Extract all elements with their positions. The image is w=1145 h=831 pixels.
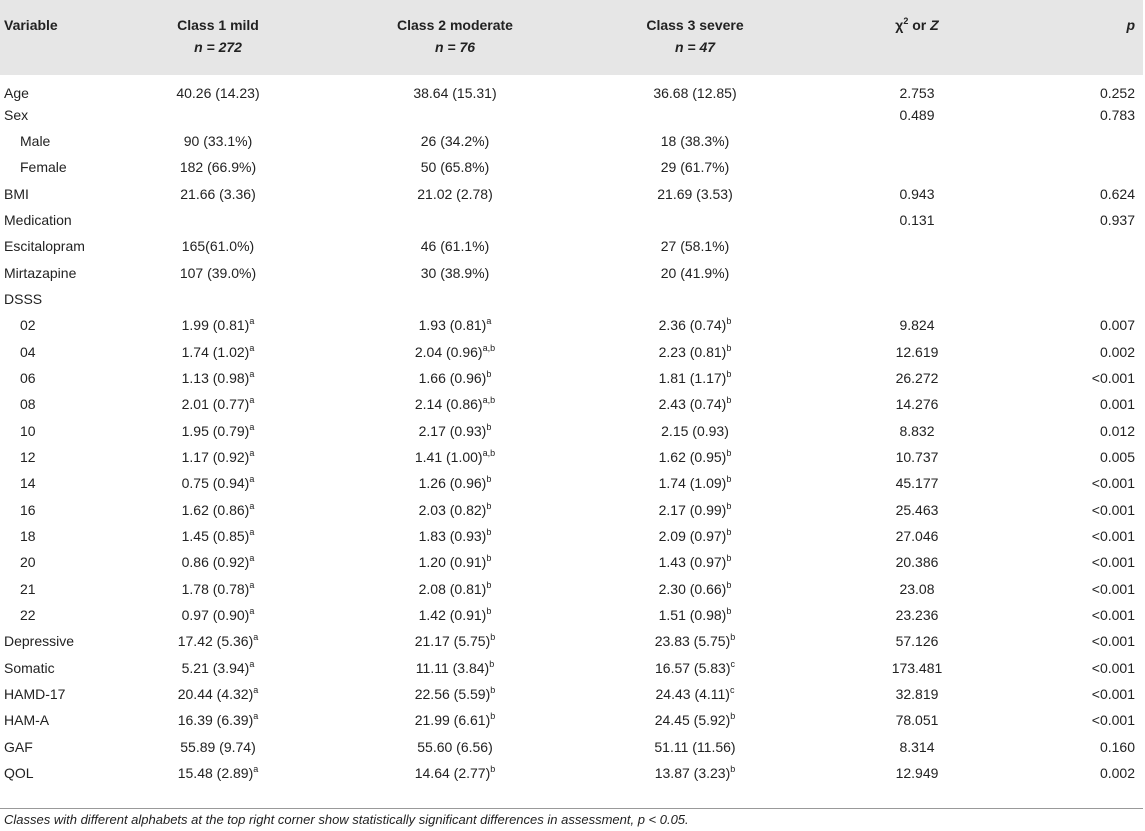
cell-class1: 5.21 $(3.94)^a$: [181, 658, 255, 676]
cell-class3: [579, 207, 811, 233]
cell-p: <0.001: [1091, 528, 1135, 545]
cell-class1: 1.45 $(0.85)^a$: [181, 527, 255, 545]
significance-superscript: a: [253, 711, 259, 722]
significance-superscript: b: [486, 474, 492, 485]
cell-class1: 1.99 $(0.81)^a$: [181, 316, 255, 334]
table-row: [0, 417, 1143, 443]
table-row: [0, 444, 1143, 470]
cell-class1: 107 (39.0%): [179, 264, 257, 281]
significance-superscript: b: [726, 395, 732, 406]
cell-class1: 1.62 $(0.86)^a$: [181, 500, 255, 518]
cell-statistic: 23.236: [895, 607, 939, 624]
cell-variable: Escitalopram: [4, 238, 85, 255]
cell-class1: [105, 207, 331, 233]
cell-p: [1023, 233, 1143, 259]
cell-variable: 02: [20, 317, 36, 334]
cell-variable: GAF: [4, 738, 33, 755]
table-row: [0, 602, 1143, 628]
cell-class2: 1.83 $(0.93)^b$: [418, 527, 492, 545]
cell-class3: 2.23 $(0.81)^b$: [658, 342, 732, 360]
significance-superscript: b: [486, 527, 492, 538]
cell-class3: 1.43 $(0.97)^b$: [658, 553, 732, 571]
cell-variable: Female: [20, 159, 67, 176]
significance-superscript: b: [726, 527, 732, 538]
cell-class1: [105, 286, 331, 312]
cell-statistic: [811, 233, 1023, 259]
cell-variable: HAM-A: [4, 712, 50, 729]
cell-class1: 15.48 $(2.89)^a$: [177, 764, 259, 782]
cell-class1: 40.26 (14.23): [176, 85, 260, 102]
table-row: [0, 180, 1143, 206]
cell-class1: 21.66 (3.36): [180, 185, 256, 202]
cell-variable: 22: [20, 607, 36, 624]
cell-statistic: [811, 286, 1023, 312]
cell-p: <0.001: [1091, 659, 1135, 676]
cell-class3: 24.43 $(4.11)^c$: [655, 685, 735, 703]
cell-statistic: 8.314: [899, 738, 935, 755]
significance-superscript: b: [726, 579, 732, 590]
table-row: [0, 75, 1143, 101]
cell-variable: QOL: [4, 765, 34, 782]
cell-class2: 21.17 $(5.75)^b$: [414, 632, 496, 650]
cell-class3: 2.43 $(0.74)^b$: [658, 395, 732, 413]
cell-class1: 1.17 $(0.92)^a$: [181, 447, 255, 465]
cell-class3: 27 (58.1%): [660, 238, 730, 255]
cell-class3: 1.74 $(1.09)^b$: [658, 474, 732, 492]
significance-superscript: b: [726, 606, 732, 617]
significance-superscript: b: [726, 553, 732, 564]
cell-statistic: 14.276: [895, 396, 939, 413]
cell-class3: 20 (41.9%): [660, 264, 730, 281]
header-variable: Variable: [4, 17, 58, 33]
cell-class1: 1.95 $(0.79)^a$: [181, 421, 255, 439]
cell-class2: 1.41 $(1.00)^{a,b}$: [414, 447, 496, 465]
significance-superscript: a: [249, 500, 255, 511]
significance-superscript: b: [490, 632, 496, 643]
significance-superscript: c: [729, 685, 735, 696]
cell-statistic: 8.832: [899, 422, 935, 439]
table-row: [0, 365, 1143, 391]
cell-class2: 1.93 $(0.81)^a$: [418, 316, 492, 334]
cell-class3: 23.83 $(5.75)^b$: [654, 632, 736, 650]
header-class1: Class 1 mild n = 272: [177, 17, 259, 55]
cell-class1: 2.01 $(0.77)^a$: [181, 395, 255, 413]
table-row: [0, 391, 1143, 417]
cell-statistic: 78.051: [895, 712, 939, 729]
header-class2-n: n = 76: [434, 39, 476, 55]
table-row: [0, 207, 1143, 233]
significance-superscript: a: [249, 527, 255, 538]
cell-variable: 16: [20, 501, 36, 518]
significance-superscript: a: [253, 685, 259, 696]
header-class3: Class 3 severe n = 47: [646, 17, 744, 55]
significance-superscript: a: [249, 447, 255, 458]
cell-class3: 18 (38.3%): [660, 132, 730, 149]
cell-class3: 24.45 $(5.92)^b$: [654, 711, 736, 729]
significance-superscript: a: [249, 395, 255, 406]
cell-statistic: 12.619: [895, 343, 939, 360]
cell-class2: 2.14 $(0.86)^{a,b}$: [414, 395, 496, 413]
cell-class2: 2.03 $(0.82)^b$: [418, 500, 492, 518]
significance-superscript: b: [726, 342, 732, 353]
table-row: [0, 628, 1143, 654]
table-row: [0, 259, 1143, 285]
cell-statistic: 0.943: [899, 185, 935, 202]
cell-class2: 1.26 $(0.96)^b$: [418, 474, 492, 492]
cell-statistic: 20.386: [895, 554, 939, 571]
cell-class3: 16.57 $(5.83)^c$: [655, 658, 735, 676]
significance-superscript: b: [486, 500, 492, 511]
cell-class3: 13.87 $(3.23)^b$: [654, 764, 736, 782]
cell-class3: 51.11 (11.56): [654, 738, 736, 755]
cell-p: 0.937: [1099, 211, 1135, 228]
table-row: [0, 101, 1143, 127]
cell-p: [1023, 259, 1143, 285]
cell-variable: Mirtazapine: [4, 264, 77, 281]
table-row: [0, 338, 1143, 364]
cell-statistic: [811, 154, 1023, 180]
cell-class3: 29 (61.7%): [660, 159, 730, 176]
significance-superscript: a: [486, 316, 492, 327]
cell-variable: Male: [20, 132, 51, 149]
significance-superscript: b: [486, 421, 492, 432]
significance-superscript: a: [249, 342, 255, 353]
cell-class1: 0.97 $(0.90)^a$: [181, 606, 255, 624]
cell-statistic: 32.819: [895, 686, 939, 703]
cell-class3: 2.17 $(0.99)^b$: [658, 500, 732, 518]
significance-superscript: a: [249, 658, 255, 669]
cell-class2: 30 (38.9%): [420, 264, 490, 281]
significance-superscript: a: [249, 553, 255, 564]
cell-p: 0.012: [1099, 422, 1135, 439]
significance-superscript: b: [490, 685, 496, 696]
cell-variable: 10: [20, 422, 36, 439]
cell-statistic: 23.08: [899, 580, 935, 597]
cell-p: <0.001: [1091, 607, 1135, 624]
cell-p: 0.252: [1099, 85, 1135, 102]
cell-class2: 22.56 $(5.59)^b$: [414, 685, 496, 703]
cell-p: [1023, 286, 1143, 312]
cell-statistic: 0.131: [899, 211, 935, 228]
cell-class3: [579, 286, 811, 312]
cell-statistic: 57.126: [895, 633, 939, 650]
significance-superscript: a,b: [482, 447, 496, 458]
header-row: [0, 0, 1143, 75]
significance-superscript: a: [249, 368, 255, 379]
cell-p: <0.001: [1091, 369, 1135, 386]
cell-p: <0.001: [1091, 686, 1135, 703]
cell-p: [1023, 154, 1143, 180]
table-row: [0, 286, 1143, 312]
cell-p: 0.783: [1099, 106, 1135, 123]
table-row: [0, 470, 1143, 496]
cell-variable: 08: [20, 396, 36, 413]
cell-p: 0.007: [1099, 317, 1135, 334]
cell-p: 0.001: [1099, 396, 1135, 413]
cell-class1: 16.39 $(6.39)^a$: [177, 711, 259, 729]
cell-statistic: 45.177: [895, 475, 939, 492]
cell-class2: [331, 286, 579, 312]
significance-superscript: b: [726, 500, 732, 511]
header-p: p: [1126, 17, 1135, 33]
table-row: [0, 707, 1143, 733]
cell-class1: 1.78 $(0.78)^a$: [181, 579, 255, 597]
significance-superscript: a: [249, 421, 255, 432]
cell-class3: 36.68 (12.85): [653, 85, 737, 102]
header-class1-n: n = 272: [194, 39, 242, 55]
cell-class2: 2.17 $(0.93)^b$: [418, 421, 492, 439]
significance-superscript: a: [249, 474, 255, 485]
cell-p: 0.002: [1099, 765, 1135, 782]
significance-superscript: a: [249, 606, 255, 617]
significance-superscript: b: [726, 368, 732, 379]
cell-class3: 1.62 $(0.95)^b$: [658, 447, 732, 465]
table-body: [0, 75, 1143, 786]
header-statistic: $\chi^2$ or Z: [895, 16, 939, 33]
cell-class3: 1.81 $(1.17)^b$: [658, 368, 732, 386]
table-row: [0, 233, 1143, 259]
significance-superscript: a: [253, 632, 259, 643]
cell-class3: 21.69 (3.53): [657, 185, 733, 202]
cell-statistic: 12.949: [895, 765, 939, 782]
significance-superscript: b: [486, 579, 492, 590]
cell-class1: 1.13 $(0.98)^a$: [181, 368, 255, 386]
footnote-divider: [0, 808, 1143, 809]
cell-variable: 18: [20, 528, 36, 545]
cell-variable: 06: [20, 369, 36, 386]
cell-class2: 11.11 $(3.84)^b$: [415, 658, 495, 676]
cell-class3: 2.09 $(0.97)^b$: [658, 527, 732, 545]
table-row: [0, 523, 1143, 549]
significance-superscript: a,b: [482, 342, 496, 353]
cell-class2: 55.60 (6.56): [417, 738, 493, 755]
cell-class1: 90 (33.1%): [183, 132, 253, 149]
cell-class2: 50 (65.8%): [420, 159, 490, 176]
significance-superscript: b: [726, 316, 732, 327]
cell-variable: 20: [20, 554, 36, 571]
table-row: [0, 128, 1143, 154]
cell-statistic: 2.753: [899, 85, 935, 102]
cell-statistic: [811, 128, 1023, 154]
cell-class2: 21.02 (2.78): [417, 185, 493, 202]
cell-class2: [331, 207, 579, 233]
table-row: [0, 312, 1143, 338]
cell-statistic: 25.463: [895, 501, 939, 518]
cell-variable: Age: [4, 85, 29, 102]
cell-class3: [579, 101, 811, 127]
cell-class1: 17.42 $(5.36)^a$: [177, 632, 259, 650]
cell-variable: Sex: [4, 106, 29, 123]
cell-class2: 1.66 $(0.96)^b$: [418, 368, 492, 386]
table-row: [0, 154, 1143, 180]
significance-superscript: b: [726, 447, 732, 458]
cell-statistic: [811, 259, 1023, 285]
cell-class1: 20.44 $(4.32)^a$: [177, 685, 259, 703]
significance-superscript: b: [730, 711, 736, 722]
cell-class2: 2.08 $(0.81)^b$: [418, 579, 492, 597]
cell-variable: HAMD-17: [4, 686, 66, 703]
cell-variable: 14: [20, 475, 36, 492]
cell-statistic: 26.272: [895, 369, 939, 386]
cell-p: <0.001: [1091, 712, 1135, 729]
significance-superscript: b: [726, 474, 732, 485]
significance-superscript: b: [486, 553, 492, 564]
cell-statistic: 0.489: [899, 106, 935, 123]
cell-p: <0.001: [1091, 475, 1135, 492]
cell-statistic: 10.737: [895, 448, 939, 465]
cell-class3: 2.30 $(0.66)^b$: [658, 579, 732, 597]
significance-superscript: b: [730, 632, 736, 643]
table-row: [0, 549, 1143, 575]
cell-class1: 165(61.0%): [181, 238, 255, 255]
table-row: [0, 576, 1143, 602]
cell-variable: Depressive: [4, 633, 75, 650]
significance-superscript: c: [730, 658, 735, 669]
cell-p: [1023, 128, 1143, 154]
table-row: [0, 681, 1143, 707]
table-row: [0, 497, 1143, 523]
header-class3-n: n = 47: [674, 39, 716, 55]
cell-variable: 12: [20, 448, 36, 465]
cell-class3: 2.36 $(0.74)^b$: [658, 316, 732, 334]
cell-class2: 1.42 $(0.91)^b$: [418, 606, 492, 624]
significance-superscript: b: [490, 764, 496, 775]
table-row: [0, 760, 1143, 786]
cell-variable: 21: [20, 580, 36, 597]
header-class2: Class 2 moderate n = 76: [397, 17, 513, 55]
significance-superscript: b: [486, 606, 492, 617]
significance-superscript: a,b: [482, 395, 496, 406]
cell-p: <0.001: [1091, 633, 1135, 650]
cell-variable: BMI: [4, 185, 29, 202]
cell-class2: 26 (34.2%): [420, 132, 490, 149]
cell-class2: 21.99 $(6.61)^b$: [414, 711, 496, 729]
cell-variable: 04: [20, 343, 36, 360]
cell-class1: 0.75 $(0.94)^a$: [181, 474, 255, 492]
cell-class3: 2.15 (0.93): [661, 422, 729, 439]
cell-p: 0.624: [1099, 185, 1135, 202]
cell-p: <0.001: [1091, 501, 1135, 518]
cell-class1: [105, 101, 331, 127]
cell-statistic: 173.481: [891, 659, 943, 676]
cell-class1: 0.86 $(0.92)^a$: [181, 553, 255, 571]
table-row: [0, 655, 1143, 681]
table-footnote: Classes with different alphabets at the top right corner show statistically significant differences in assessment, p < 0.05.: [4, 812, 689, 827]
table-row: [0, 734, 1143, 760]
cell-p: <0.001: [1091, 580, 1135, 597]
significance-superscript: a: [253, 764, 259, 775]
cell-p: 0.002: [1099, 343, 1135, 360]
cell-class2: 46 (61.1%): [420, 238, 490, 255]
significance-superscript: b: [730, 764, 736, 775]
cell-p: <0.001: [1091, 554, 1135, 571]
significance-superscript: b: [486, 368, 492, 379]
cell-class2: [331, 101, 579, 127]
cell-variable: DSSS: [4, 290, 43, 307]
significance-superscript: b: [490, 711, 496, 722]
cell-statistic: 9.824: [899, 317, 935, 334]
cell-variable: Somatic: [4, 659, 55, 676]
cell-class2: 1.20 $(0.91)^b$: [418, 553, 492, 571]
significance-superscript: a: [249, 316, 255, 327]
cell-class1: 1.74 $(1.02)^a$: [181, 342, 255, 360]
cell-class2: 2.04 $(0.96)^{a,b}$: [414, 342, 496, 360]
cell-class2: 14.64 $(2.77)^b$: [414, 764, 496, 782]
cell-class1: 55.89 (9.74): [180, 738, 256, 755]
cell-class2: 38.64 (15.31): [413, 85, 497, 102]
cell-p: 0.160: [1099, 738, 1135, 755]
significance-superscript: a: [249, 579, 255, 590]
significance-superscript: b: [489, 658, 495, 669]
cell-variable: Medication: [4, 211, 72, 228]
cell-statistic: 27.046: [895, 528, 939, 545]
cell-class1: 182 (66.9%): [179, 159, 257, 176]
cell-p: 0.005: [1099, 448, 1135, 465]
cell-class3: 1.51 $(0.98)^b$: [658, 606, 732, 624]
